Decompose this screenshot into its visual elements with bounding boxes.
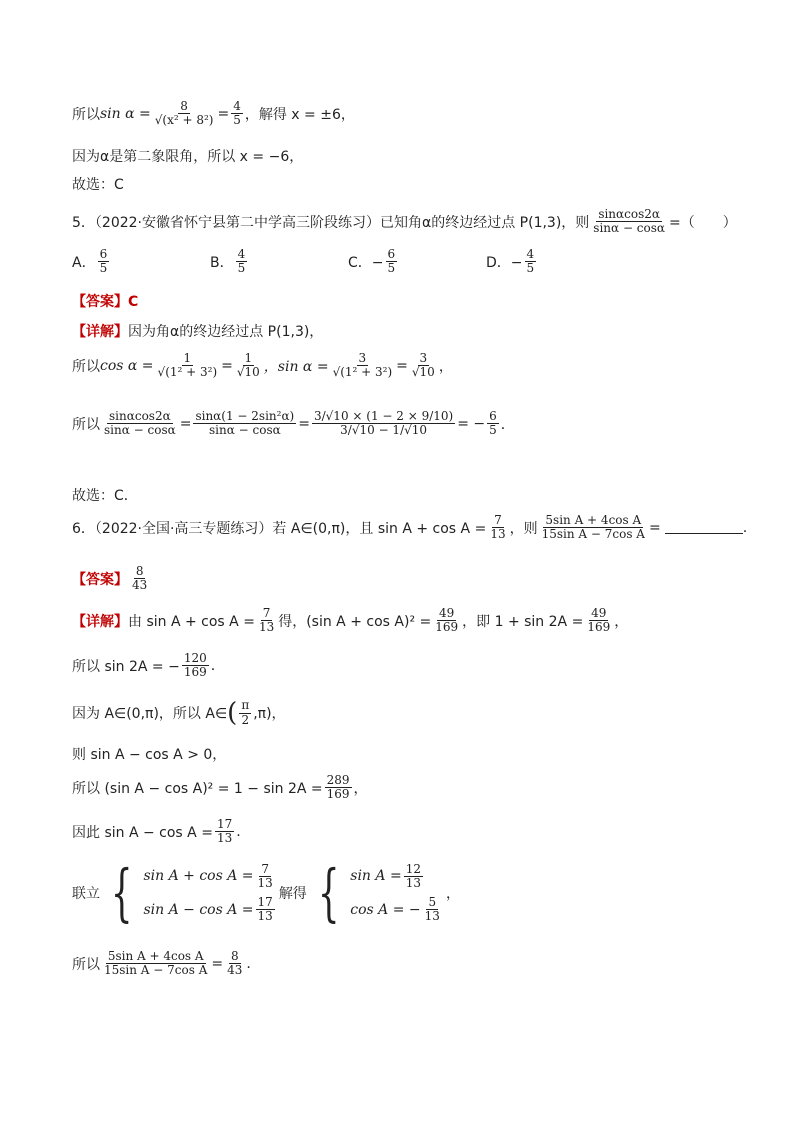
math: sin A + cos A = [143, 868, 254, 885]
fraction [257, 607, 276, 634]
denominator: 13 [257, 909, 273, 924]
text: ，则 [509, 520, 538, 537]
detail-6-label: 【详解】 [72, 613, 128, 630]
math: cos α = [100, 357, 154, 374]
fraction [102, 950, 209, 977]
detail-6-c: 因为 A∈(0,π)，所以 A∈ ( $\frac{\pi}{2}$ ,π)， [72, 698, 286, 728]
denominator: 13 [405, 875, 421, 890]
solution-line-sin [72, 100, 355, 127]
text: ，即 1 + sin 2A = [462, 613, 584, 630]
answer-6 [72, 565, 151, 592]
text: = [211, 955, 224, 972]
text: ， [438, 358, 453, 375]
text: 解得 [278, 886, 307, 902]
equation-system: { sin A + cos A = $\frac{7}{13}$ sin A − cos A = $\frac{17}{13}$ [110, 856, 273, 929]
denominator: 13 [257, 875, 273, 890]
fraction [130, 565, 149, 592]
fraction [156, 352, 220, 379]
numerator: 5 [428, 895, 437, 909]
question-6 [72, 514, 747, 541]
numerator: 7 [262, 606, 271, 620]
numerator: 12 [405, 861, 421, 876]
denominator: √10 [411, 365, 435, 380]
fraction [423, 896, 442, 923]
denominator: 5 [237, 261, 246, 276]
detail-6-e [72, 774, 368, 801]
fraction [410, 352, 437, 379]
numerator: 3/√10 × (1 − 2 × 9/10) [313, 409, 454, 423]
numerator: 7 [261, 861, 269, 876]
fraction [182, 652, 209, 679]
denominator: sinα − cosα [593, 221, 666, 236]
numerator: 49 [591, 606, 607, 620]
numerator: 7 [494, 513, 502, 527]
question-5 [72, 208, 737, 235]
text: = − [457, 415, 486, 432]
answer-blank [665, 521, 743, 534]
text: 得，(sin A + cos A)² = [278, 613, 432, 630]
denominator: 15sin A − 7cos A [541, 527, 645, 542]
fraction [256, 896, 275, 923]
text: 联立 [72, 886, 100, 902]
denominator: 5 [526, 261, 535, 276]
detail-6-b [72, 652, 215, 679]
denominator: √10 [236, 365, 260, 380]
fraction [98, 248, 110, 275]
denominator: 169 [435, 620, 459, 635]
denominator: 169 [587, 620, 611, 635]
option-b-label: B． [210, 254, 234, 271]
question-5-text: 5．（2022·安徽省怀宁县第二中学高三阶段练习）已知角α的终边经过点 P(1,3)，则 [72, 214, 590, 231]
numerator: 8 [135, 564, 144, 578]
detail-5-text: 因为角α的终边经过点 P(1,3)， [128, 324, 324, 340]
select-5: 故选：C． [72, 488, 138, 504]
option-a-label: A． [72, 254, 96, 271]
option-b [210, 248, 249, 275]
fraction [256, 863, 275, 890]
denominator: 13 [216, 831, 233, 846]
answer-6-label: 【答案】 [72, 571, 128, 588]
math: sin A − cos A = [143, 901, 254, 918]
text: 所以 [72, 106, 100, 123]
text: . [742, 519, 748, 536]
detail-6-f [72, 818, 241, 845]
denominator: 43 [227, 963, 243, 978]
text: ． [500, 416, 515, 433]
text: . [236, 823, 241, 840]
text: = [648, 519, 661, 536]
fraction [540, 514, 647, 541]
detail-5 [72, 321, 323, 341]
fraction [404, 863, 423, 890]
numerator: 3 [358, 351, 367, 365]
text: 所以 [72, 956, 100, 973]
numerator: sinαcos2α [109, 409, 171, 423]
denominator: 169 [326, 787, 350, 802]
detail-6-d: 则 sin A − cos A > 0， [72, 747, 227, 763]
option-a [72, 248, 111, 275]
denominator: 5 [99, 261, 108, 276]
denominator: 13 [424, 909, 440, 924]
denominator: √(1² + 3²) [332, 365, 393, 380]
denominator: sinα − cosα [208, 423, 281, 438]
denominator: 5 [489, 423, 497, 438]
denominator: 2 [241, 712, 250, 727]
math: ，sin α = [263, 358, 329, 375]
numerator: 5sin A + 4cos A [545, 513, 642, 527]
denominator: 3/√10 − 1/√10 [340, 423, 428, 438]
fraction [236, 248, 248, 275]
numerator: 6 [387, 247, 396, 261]
fraction [153, 100, 216, 127]
numerator: 6 [489, 409, 497, 423]
equals: = [217, 105, 230, 122]
numerator: 8 [230, 949, 239, 963]
denominator: 13 [490, 527, 506, 542]
text: ，解得 x = ±6， [244, 106, 355, 123]
option-c-label: C．− [348, 254, 384, 271]
math: sin A = [350, 868, 402, 885]
numerator: 1 [183, 351, 192, 365]
fraction [231, 100, 243, 127]
denominator: 15sin A − 7cos A [104, 963, 208, 978]
text: ， [614, 613, 629, 630]
numerator: 120 [183, 651, 207, 665]
option-d [486, 248, 538, 275]
fraction [312, 410, 455, 437]
numerator: 3 [419, 351, 428, 365]
detail-6-result [72, 950, 251, 977]
denominator: 5 [387, 261, 396, 276]
numerator: sinαcos2α [598, 207, 660, 221]
denominator: √(1² + 3²) [157, 365, 218, 380]
option-d-label: D．− [486, 254, 523, 271]
fraction [225, 950, 244, 977]
denominator: 43 [132, 578, 148, 593]
denominator: √(x² + 8²) [154, 113, 214, 128]
fraction [325, 774, 352, 801]
option-c [348, 248, 399, 275]
solution-line-choice: 故选：C [72, 177, 124, 193]
numerator: 4 [237, 247, 246, 261]
math: sin α = [100, 105, 151, 122]
numerator: 17 [216, 817, 233, 831]
numerator: sinα(1 − 2sin²α) [195, 409, 295, 423]
fraction [525, 248, 537, 275]
solution-line-quadrant: 因为α是第二象限角，所以 x = −6， [72, 149, 304, 165]
detail-6-system [72, 856, 460, 929]
solution-system: { sin A = $\frac{12}{13}$ cos A = − $\frac{5}{13}$ [317, 856, 440, 929]
text: 所以 [72, 416, 100, 433]
fraction [102, 410, 178, 437]
text: 所以 (sin A − cos A)² = 1 − sin 2A = [72, 780, 323, 797]
denominator: 5 [233, 113, 241, 128]
numerator: 49 [439, 606, 455, 620]
text: . [246, 955, 251, 972]
numerator: 4 [233, 99, 241, 113]
text: 由 sin A + cos A = [128, 613, 255, 630]
text: 所以 sin 2A = − [72, 658, 180, 675]
text: ， [445, 886, 460, 902]
fraction [386, 248, 398, 275]
numerator: 1 [244, 351, 253, 365]
detail-5-cos-sin: 所以 cos α = $\frac{1}{\text{√(1² + 3²)}}$ = $\frac{1}{√10}$ ，sin α = $\frac{3}{\text{√(1² + 3²)}}$ = $\frac{3}{√10}$ ， [72, 351, 453, 380]
text: ,π)， [253, 706, 286, 722]
question-5-tail: =（ ） [669, 214, 737, 231]
fraction [235, 352, 262, 379]
detail-5-compute: 所以 $\frac{\sin\alpha\cos 2\alpha}{\sin\alpha - \cos\alpha}$ = $\frac{\text{sinα(1 − 2sin²α)}}{\sin\alpha - \cos\alpha}$ = $\frac{3/√10 \times (1 - 2 \times 9/10)}{3/√10 - 1/√10}$ = − $\frac{6}{5}$ ． [72, 409, 515, 438]
detail-5-label: 【详解】 [72, 324, 128, 340]
numerator: 17 [257, 895, 273, 909]
numerator: 4 [526, 247, 535, 261]
denominator: 13 [258, 620, 275, 635]
numerator: 5sin A + 4cos A [107, 949, 204, 963]
numerator: π [241, 698, 250, 713]
fraction [239, 699, 251, 726]
numerator: 289 [326, 773, 350, 787]
denominator: 169 [183, 665, 207, 680]
fraction [331, 352, 395, 379]
text: 所以 [72, 358, 100, 375]
question-6-text: 6．（2022·全国·高三专题练习）若 A∈(0,π)，且 sin A + cos A = [72, 520, 487, 537]
answer-5: 【答案】C [72, 294, 139, 310]
numerator: 6 [99, 247, 108, 261]
fraction [488, 514, 507, 541]
denominator: sinα − cosα [104, 423, 176, 438]
fraction [215, 818, 234, 845]
text: ， [353, 780, 368, 797]
fraction [487, 410, 499, 437]
math: cos A = − [350, 901, 421, 918]
text: 因此 sin A − cos A = [72, 824, 213, 841]
fraction [193, 410, 296, 437]
fraction [433, 607, 460, 634]
text: 因为 A∈(0,π)，所以 A∈ [72, 706, 228, 722]
text: . [210, 657, 216, 674]
detail-6-a [72, 607, 628, 634]
fraction [585, 607, 612, 634]
numerator: 8 [180, 99, 188, 113]
fraction [591, 208, 667, 235]
